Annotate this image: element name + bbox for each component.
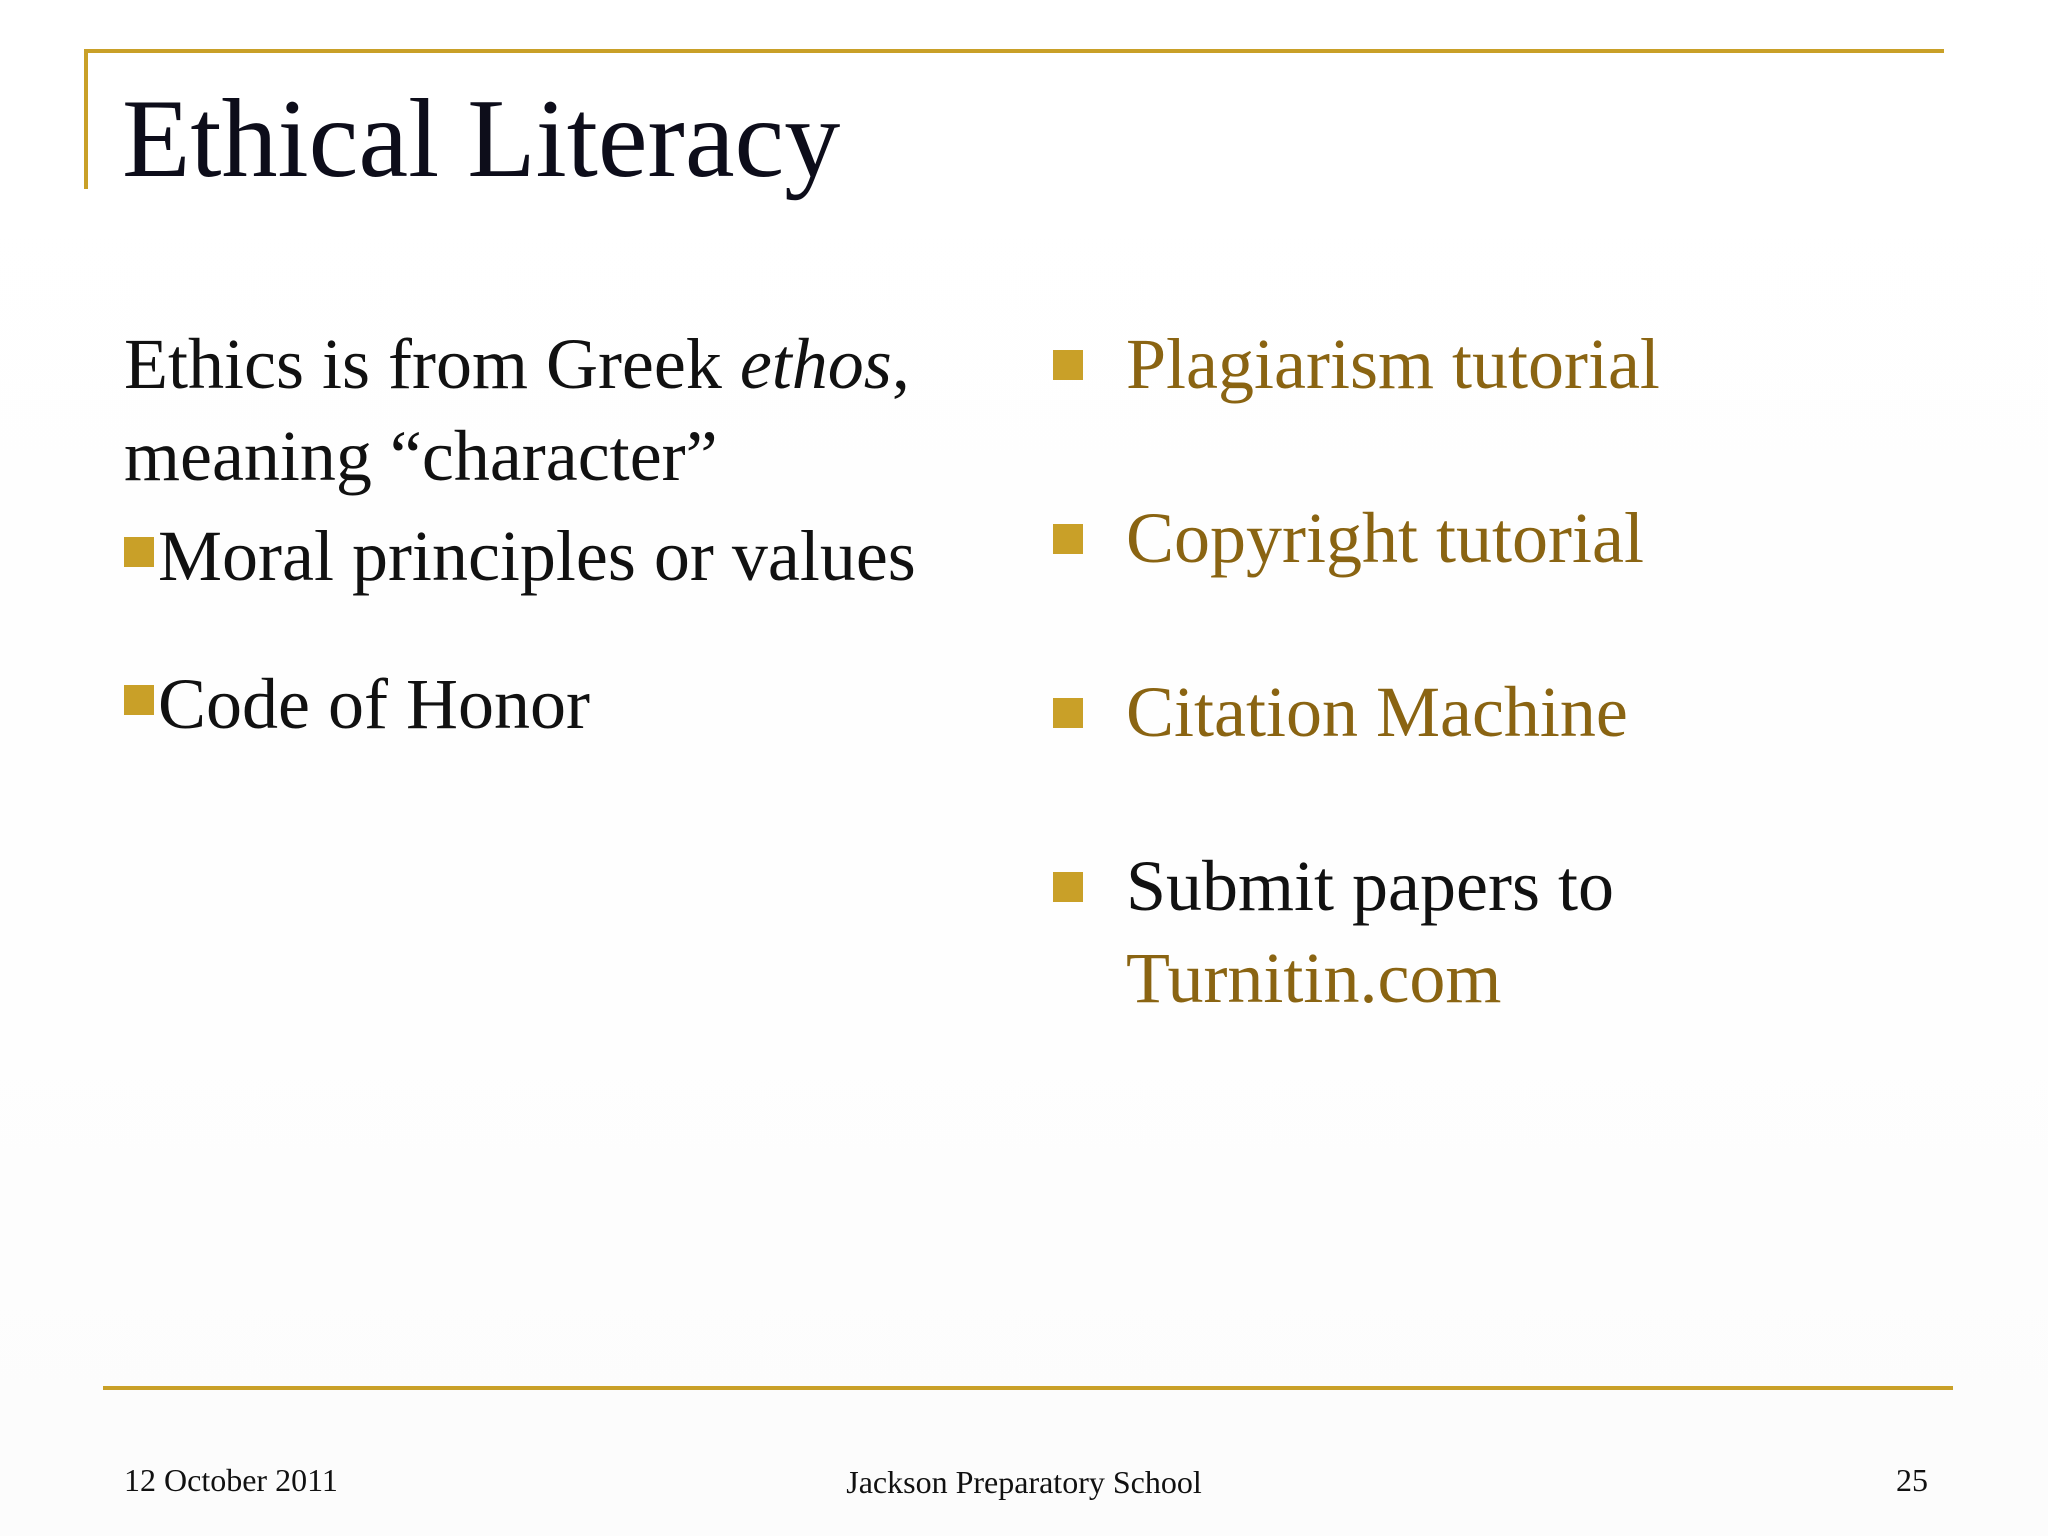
intro-text (124, 318, 1024, 502)
footer-date: 12 October 2011 (124, 1462, 338, 1498)
left-item-label: Moral principles or values (158, 516, 916, 596)
right-column (1053, 318, 1953, 1106)
intro-text-end: , meaning “character” (124, 324, 910, 496)
left-list-item (124, 510, 1024, 602)
slide-number: 25 (1896, 1462, 1928, 1498)
intro-text-start: Ethics is from Greek (124, 324, 740, 404)
submit-papers-item (1053, 840, 1953, 1024)
square-bullet-icon (1053, 872, 1083, 902)
square-bullet-icon (1053, 524, 1083, 554)
link-label: Copyright tutorial (1126, 498, 1644, 578)
left-list-item (124, 658, 1024, 750)
left-accent-line (84, 49, 88, 189)
copyright-tutorial-link[interactable] (1053, 492, 1953, 584)
citation-machine-link[interactable] (1053, 666, 1953, 758)
plagiarism-tutorial-link[interactable] (1053, 318, 1953, 410)
footer-school-name: Jackson Preparatory School (846, 1464, 1202, 1500)
top-accent-line (84, 49, 1944, 53)
square-bullet-icon (124, 537, 154, 567)
left-column (124, 318, 1024, 750)
link-label: Plagiarism tutorial (1126, 324, 1660, 404)
square-bullet-icon (124, 685, 154, 715)
link-label: Citation Machine (1126, 672, 1628, 752)
turnitin-link[interactable]: Turnitin.com (1126, 938, 1502, 1018)
left-item-label: Code of Honor (158, 664, 590, 744)
slide-title: Ethical Literacy (122, 77, 841, 201)
square-bullet-icon (1053, 698, 1083, 728)
submit-papers-text: Submit papers to (1126, 846, 1614, 926)
intro-italic-word: ethos (739, 324, 892, 404)
square-bullet-icon (1053, 350, 1083, 380)
footer-divider (103, 1386, 1953, 1390)
